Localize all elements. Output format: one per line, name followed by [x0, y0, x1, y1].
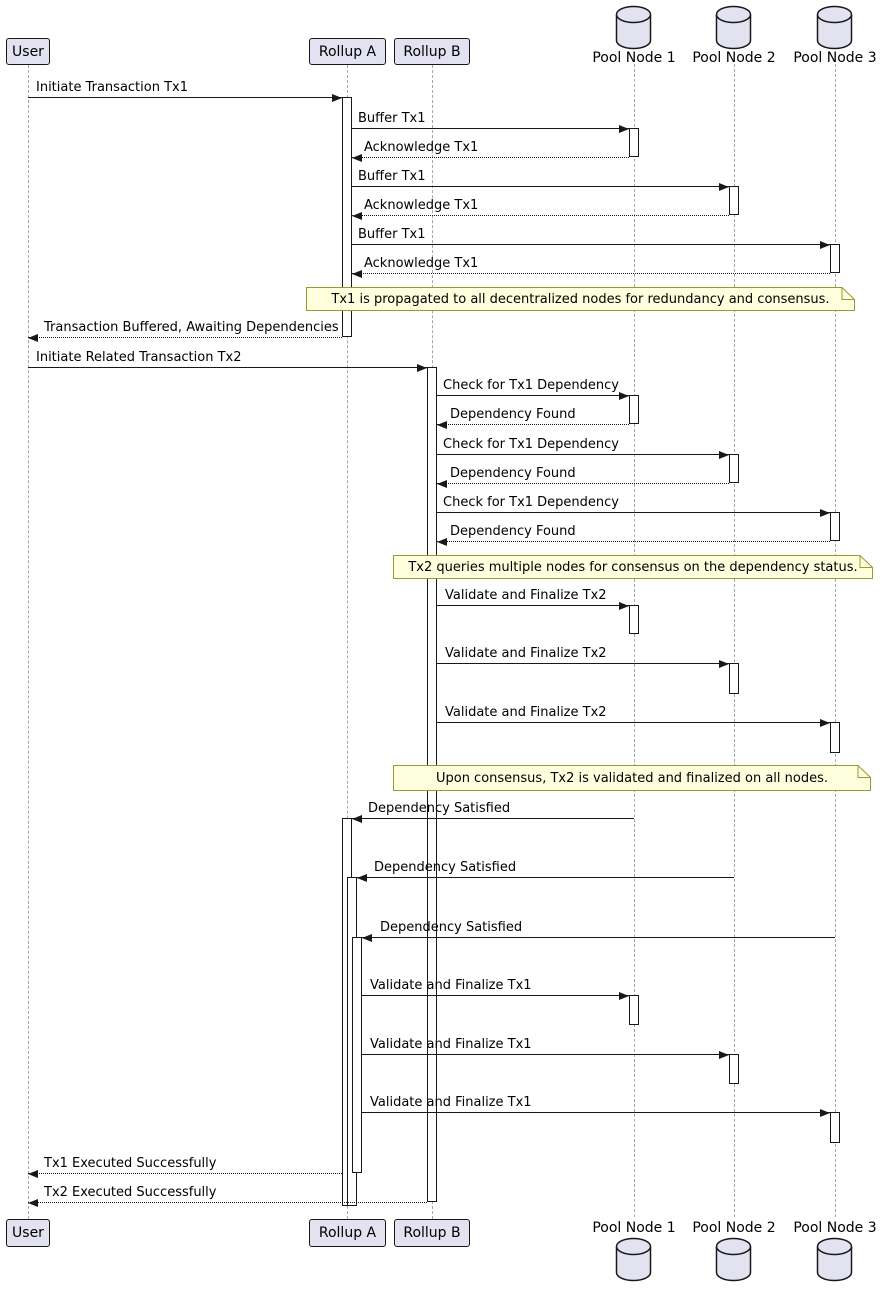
message-9-initiate-related-transaction-tx2-line — [28, 367, 427, 368]
message-6-buffer-tx1-label: Buffer Tx1 — [358, 227, 426, 242]
message-13-dependency-found-label: Dependency Found — [450, 466, 576, 481]
activation-bar-pool-node-1-8 — [629, 605, 639, 634]
database-icon-pool-node-3-top — [816, 5, 854, 50]
participant-pool-node-3-top-label: Pool Node 3 — [793, 50, 877, 66]
database-icon-pool-node-1-bottom — [615, 1237, 653, 1282]
message-14-check-for-tx1-dependency-label: Check for Tx1 Dependency — [443, 495, 619, 510]
message-11-dependency-found-arrowhead — [437, 421, 447, 429]
participant-pool-node-1-bottom-label: Pool Node 1 — [592, 1220, 676, 1236]
message-23-validate-and-finalize-tx1-label: Validate and Finalize Tx1 — [370, 1037, 532, 1052]
message-25-tx1-executed-successfully-arrowhead — [28, 1170, 38, 1178]
message-1-initiate-transaction-tx1-arrowhead — [332, 94, 342, 102]
note-1 — [306, 287, 855, 311]
participant-pool-node-1-top-label: Pool Node 1 — [592, 50, 676, 66]
message-2-buffer-tx1-label: Buffer Tx1 — [358, 111, 426, 126]
message-15-dependency-found-label: Dependency Found — [450, 524, 576, 539]
lifeline-pool-node-2 — [734, 64, 735, 1217]
message-20-dependency-satisfied-arrowhead — [357, 874, 367, 882]
message-7-acknowledge-tx1-line — [352, 273, 830, 274]
message-7-acknowledge-tx1-label: Acknowledge Tx1 — [364, 256, 479, 271]
database-icon-pool-node-2-top — [715, 5, 753, 50]
message-14-check-for-tx1-dependency-line — [437, 512, 830, 513]
note-2-text: Tx2 queries multiple nodes for consensus on the dependency status. — [408, 560, 858, 575]
message-11-dependency-found-label: Dependency Found — [450, 407, 576, 422]
message-4-buffer-tx1-arrowhead — [719, 183, 729, 191]
message-16-validate-and-finalize-tx2-label: Validate and Finalize Tx2 — [445, 588, 607, 603]
message-3-acknowledge-tx1-arrowhead — [352, 154, 362, 162]
message-23-validate-and-finalize-tx1-line — [362, 1054, 729, 1055]
message-2-buffer-tx1-line — [352, 128, 629, 129]
message-1-initiate-transaction-tx1-label: Initiate Transaction Tx1 — [36, 80, 188, 95]
lifeline-pool-node-3 — [835, 64, 836, 1217]
activation-bar-pool-node-2-15 — [729, 1054, 739, 1084]
participant-user-bottom: User — [6, 1219, 50, 1247]
message-6-buffer-tx1-arrowhead — [820, 241, 830, 249]
message-22-validate-and-finalize-tx1-line — [362, 995, 629, 996]
activation-bar-pool-node-3-7 — [830, 512, 840, 541]
participant-rollup-a-top: Rollup A — [309, 38, 386, 65]
message-2-buffer-tx1-arrowhead — [619, 125, 629, 133]
message-10-check-for-tx1-dependency-line — [437, 395, 629, 396]
note-1-text: Tx1 is propagated to all decentralized nodes for redundancy and consensus. — [331, 292, 830, 307]
activation-bar-pool-node-2-3 — [729, 186, 739, 215]
participant-pool-node-3-bottom-label: Pool Node 3 — [793, 1220, 877, 1236]
message-3-acknowledge-tx1-line — [352, 157, 629, 158]
participant-pool-node-2-bottom-label: Pool Node 2 — [692, 1220, 776, 1236]
message-21-dependency-satisfied-arrowhead — [362, 934, 372, 942]
message-18-validate-and-finalize-tx2-label: Validate and Finalize Tx2 — [445, 705, 607, 720]
message-10-check-for-tx1-dependency-label: Check for Tx1 Dependency — [443, 378, 619, 393]
note-2 — [393, 555, 873, 579]
message-23-validate-and-finalize-tx1-arrowhead — [719, 1051, 729, 1059]
message-11-dependency-found-line — [437, 424, 629, 425]
message-24-validate-and-finalize-tx1-label: Validate and Finalize Tx1 — [370, 1095, 532, 1110]
message-13-dependency-found-line — [437, 483, 729, 484]
message-15-dependency-found-line — [437, 541, 830, 542]
database-icon-pool-node-1-top — [615, 5, 653, 50]
message-14-check-for-tx1-dependency-arrowhead — [820, 509, 830, 517]
message-26-tx2-executed-successfully-arrowhead — [28, 1199, 38, 1207]
message-26-tx2-executed-successfully-line — [28, 1202, 427, 1203]
lifeline-pool-node-1 — [634, 64, 635, 1217]
participant-user-top: User — [6, 38, 50, 65]
participant-rollup-b-bottom: Rollup B — [394, 1219, 470, 1247]
message-8-transaction-buffered-awaiting-dependencies-arrowhead — [28, 334, 38, 342]
message-25-tx1-executed-successfully-line — [28, 1173, 342, 1174]
activation-bar-pool-node-1-14 — [629, 995, 639, 1025]
message-21-dependency-satisfied-line — [362, 937, 835, 938]
message-20-dependency-satisfied-label: Dependency Satisfied — [374, 860, 517, 875]
message-26-tx2-executed-successfully-label: Tx2 Executed Successfully — [44, 1185, 217, 1200]
message-16-validate-and-finalize-tx2-arrowhead — [619, 602, 629, 610]
message-12-check-for-tx1-dependency-line — [437, 454, 729, 455]
message-4-buffer-tx1-label: Buffer Tx1 — [358, 169, 426, 184]
activation-bar-rollup-a-13 — [352, 937, 362, 1173]
lifeline-user — [28, 65, 29, 1219]
participant-rollup-b-top: Rollup B — [394, 38, 470, 65]
activation-bar-pool-node-1-2 — [629, 128, 639, 157]
message-7-acknowledge-tx1-arrowhead — [352, 270, 362, 278]
message-13-dependency-found-arrowhead — [437, 480, 447, 488]
activation-bar-pool-node-2-6 — [729, 454, 739, 483]
message-24-validate-and-finalize-tx1-arrowhead — [820, 1109, 830, 1117]
message-3-acknowledge-tx1-label: Acknowledge Tx1 — [364, 140, 479, 155]
activation-bar-pool-node-2-9 — [729, 663, 739, 694]
message-8-transaction-buffered-awaiting-dependencies-label: Transaction Buffered, Awaiting Dependencies — [44, 320, 339, 335]
activation-bar-pool-node-1-5 — [629, 395, 639, 424]
participant-pool-node-2-top-label: Pool Node 2 — [692, 50, 776, 66]
message-6-buffer-tx1-line — [352, 244, 830, 245]
message-25-tx1-executed-successfully-label: Tx1 Executed Successfully — [44, 1156, 217, 1171]
message-12-check-for-tx1-dependency-arrowhead — [719, 451, 729, 459]
message-12-check-for-tx1-dependency-label: Check for Tx1 Dependency — [443, 437, 619, 452]
message-21-dependency-satisfied-label: Dependency Satisfied — [380, 920, 523, 935]
message-9-initiate-related-transaction-tx2-arrowhead — [417, 364, 427, 372]
message-5-acknowledge-tx1-label: Acknowledge Tx1 — [364, 198, 479, 213]
message-15-dependency-found-arrowhead — [437, 538, 447, 546]
participant-rollup-a-bottom: Rollup A — [309, 1219, 386, 1247]
note-3-text: Upon consensus, Tx2 is validated and finalized on all nodes. — [435, 771, 829, 786]
message-10-check-for-tx1-dependency-arrowhead — [619, 392, 629, 400]
message-24-validate-and-finalize-tx1-line — [362, 1112, 830, 1113]
message-19-dependency-satisfied-label: Dependency Satisfied — [368, 801, 511, 816]
database-icon-pool-node-3-bottom — [816, 1237, 854, 1282]
message-5-acknowledge-tx1-arrowhead — [352, 212, 362, 220]
note-3 — [393, 765, 871, 791]
message-20-dependency-satisfied-line — [357, 877, 734, 878]
message-4-buffer-tx1-line — [352, 186, 729, 187]
message-22-validate-and-finalize-tx1-arrowhead — [619, 992, 629, 1000]
activation-bar-pool-node-3-10 — [830, 722, 840, 753]
message-9-initiate-related-transaction-tx2-label: Initiate Related Transaction Tx2 — [36, 350, 242, 365]
activation-bar-pool-node-3-4 — [830, 244, 840, 273]
message-18-validate-and-finalize-tx2-line — [437, 722, 830, 723]
message-1-initiate-transaction-tx1-line — [28, 97, 342, 98]
message-19-dependency-satisfied-line — [352, 818, 634, 819]
message-17-validate-and-finalize-tx2-line — [437, 663, 729, 664]
message-17-validate-and-finalize-tx2-arrowhead — [719, 660, 729, 668]
message-16-validate-and-finalize-tx2-line — [437, 605, 629, 606]
message-17-validate-and-finalize-tx2-label: Validate and Finalize Tx2 — [445, 646, 607, 661]
message-8-transaction-buffered-awaiting-dependencies-line — [28, 337, 342, 338]
message-19-dependency-satisfied-arrowhead — [352, 815, 362, 823]
message-22-validate-and-finalize-tx1-label: Validate and Finalize Tx1 — [370, 978, 532, 993]
activation-bar-pool-node-3-16 — [830, 1112, 840, 1143]
message-5-acknowledge-tx1-line — [352, 215, 729, 216]
message-18-validate-and-finalize-tx2-arrowhead — [820, 719, 830, 727]
database-icon-pool-node-2-bottom — [715, 1237, 753, 1282]
